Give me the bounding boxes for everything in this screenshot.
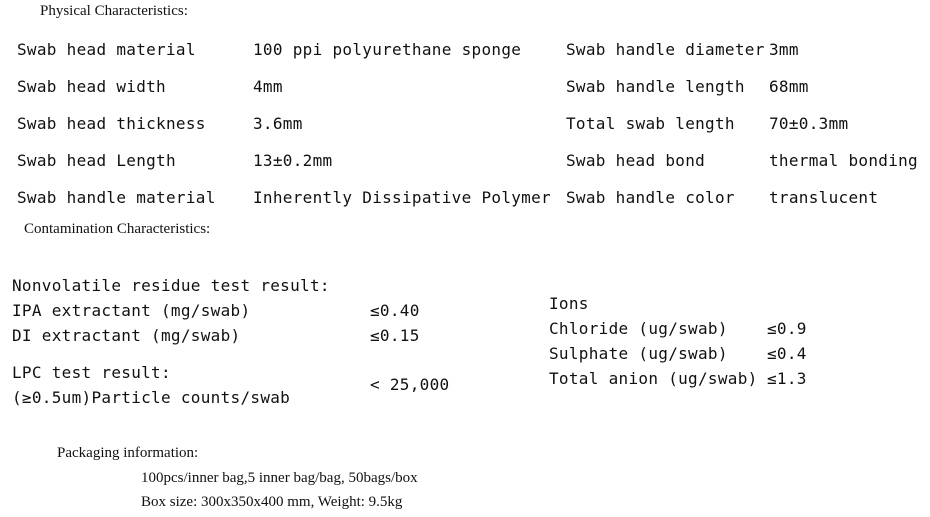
spec-value: 100 ppi polyurethane sponge	[253, 40, 522, 59]
spec-label: Swab head Length	[17, 151, 176, 170]
total-anion-label: Total anion (ug/swab)	[549, 369, 758, 388]
di-value: ≤0.15	[370, 326, 420, 345]
spec-value: translucent	[769, 188, 879, 207]
spec-label: Swab head thickness	[17, 114, 206, 133]
sulphate-label: Sulphate (ug/swab)	[549, 344, 728, 363]
lpc-label: (≥0.5um)Particle counts/swab	[12, 388, 291, 407]
spec-row	[0, 149, 930, 173]
spec-value: 70±0.3mm	[769, 114, 849, 133]
spec-label: Total swab length	[566, 114, 735, 133]
spec-row	[0, 112, 930, 136]
packaging-box-size-line: Box size: 300x350x400 mm, Weight: 9.5kg	[141, 494, 403, 510]
spec-value: 68mm	[769, 77, 809, 96]
lpc-value: < 25,000	[370, 375, 450, 394]
ipa-label: IPA extractant (mg/swab)	[12, 301, 251, 320]
spec-label: Swab handle color	[566, 188, 735, 207]
total-anion-value: ≤1.3	[767, 369, 807, 388]
contamination-characteristics-title: Contamination Characteristics:	[24, 221, 211, 237]
physical-characteristics-title: Physical Characteristics:	[40, 3, 188, 19]
lpc-heading: LPC test result:	[12, 363, 171, 382]
spec-row	[0, 186, 930, 210]
packaging-information-title: Packaging information:	[57, 445, 199, 461]
spec-value: 3mm	[769, 40, 799, 59]
spec-value: thermal bonding	[769, 151, 918, 170]
spec-value: 4mm	[253, 77, 283, 96]
spec-label: Swab head material	[17, 40, 196, 59]
di-label: DI extractant (mg/swab)	[12, 326, 241, 345]
spec-label: Swab head bond	[566, 151, 706, 170]
nvr-heading: Nonvolatile residue test result:	[12, 276, 330, 295]
spec-row	[0, 75, 930, 99]
spec-value: Inherently Dissipative Polymer	[253, 188, 551, 207]
spec-label: Swab handle length	[566, 77, 745, 96]
sulphate-value: ≤0.4	[767, 344, 807, 363]
spec-label: Swab handle material	[17, 188, 216, 207]
chloride-label: Chloride (ug/swab)	[549, 319, 728, 338]
packaging-quantity-line: 100pcs/inner bag,5 inner bag/bag, 50bags/box	[141, 470, 418, 486]
spec-value: 3.6mm	[253, 114, 303, 133]
spec-label: Swab handle diameter	[566, 40, 765, 59]
spec-row	[0, 38, 930, 62]
ipa-value: ≤0.40	[370, 301, 420, 320]
ions-heading: Ions	[549, 294, 589, 313]
spec-value: 13±0.2mm	[253, 151, 333, 170]
chloride-value: ≤0.9	[767, 319, 807, 338]
spec-label: Swab head width	[17, 77, 166, 96]
